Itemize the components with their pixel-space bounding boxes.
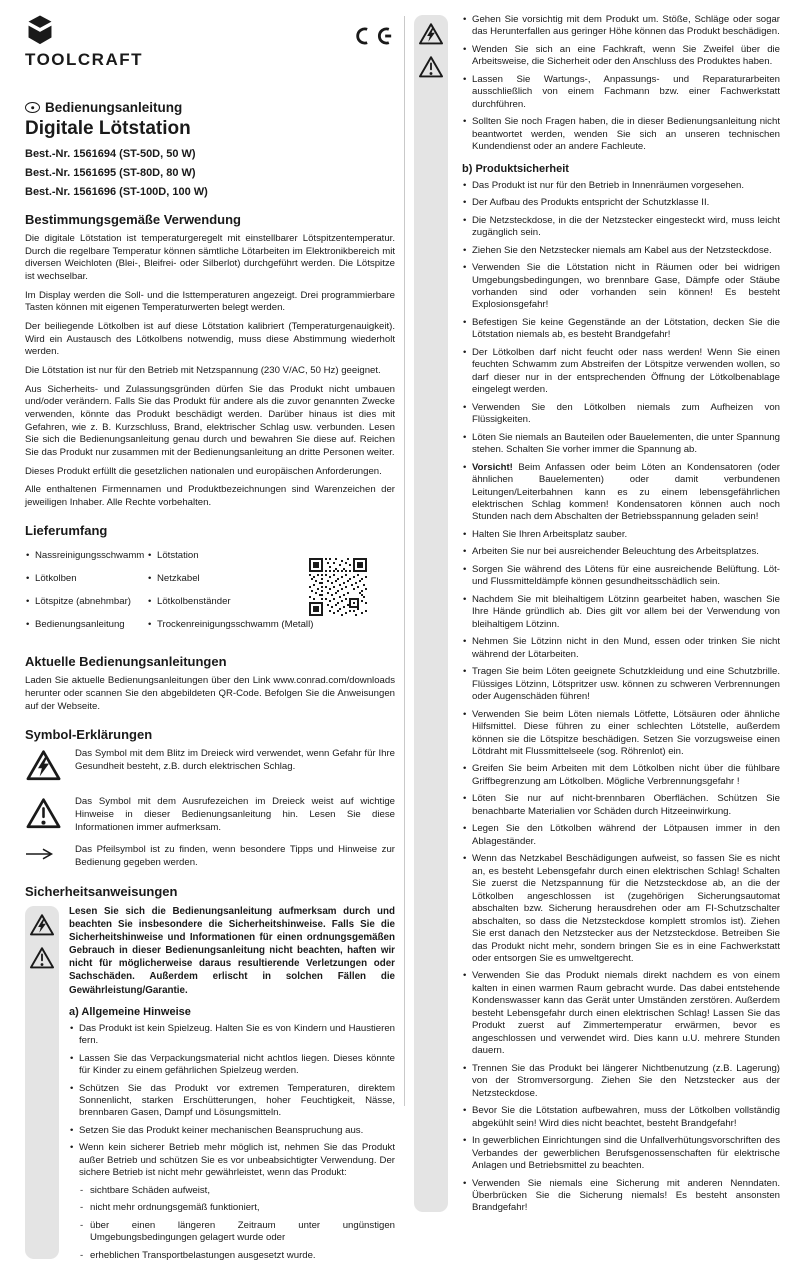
- section-heading-symbols: Symbol-Erklärungen: [25, 727, 153, 743]
- general-bullet-list-continued: [462, 14, 780, 154]
- exclamation-triangle-icon: [418, 55, 444, 79]
- safety-bullet: • Der Lötkolben darf nicht feucht oder nass werden! Wenn Sie einen feuchten Schwamm zum Abstreifen der Lötspitze verwenden wollen, so darf dieser nur in der entsprechenden Öffnung der Lötkolbenablage eingelegt werden.: [462, 347, 780, 397]
- delivery-contents: [25, 544, 395, 640]
- section-heading-intended-use: Bestimmungsgemäße Verwendung: [25, 212, 241, 227]
- delivery-item: • Lötstation: [147, 544, 313, 567]
- paragraph: Aus Sicherheits- und Zulassungsgründen dürfen Sie das Produkt nicht umbauen und/oder verändern. Falls Sie das Produkt für andere als die zuvor genannten Zwecke verwenden, könnte das Produkt beschädigt werden. Darüber hinaus ist dies mit Gefahren, wie z. B. Kurzschluss, Brand, elektrischer Schlag usw. verbunden. Lesen Sie sich die Bedienungsanleitung genau durch und bewahren Sie diese auf. Reichen Sie das Produkt nur zusammen mit der Bedienungsanleitung an dritte Personen weiter.: [25, 383, 395, 458]
- safety-bullet: • Verwenden Sie beim Löten niemals Lötfette, Lötsäuren oder ähnliche Hilfsmittel. Diese führen zu einer schlechten Lötstelle, außerdem können sie die Lötspitze beschädigen. Setzen Sie vorzugsweise einen Lötdraht mit Flussmittelseele (sog. Röhrenlot) ein.: [462, 709, 780, 759]
- delivery-item: • Lötkolbenständer: [147, 590, 313, 613]
- delivery-column-2: [147, 544, 313, 636]
- eye-icon: [25, 102, 40, 113]
- warning-icons-panel: [25, 906, 59, 1259]
- safety-bullet: • Halten Sie Ihren Arbeitsplatz sauber.: [462, 529, 780, 541]
- delivery-item: • Nassreinigungsschwamm: [25, 544, 144, 567]
- safety-bullet: • Wenden Sie sich an eine Fachkraft, wenn Sie Zweifel über die Arbeitsweise, die Sicherheit oder den Anschluss des Produktes haben.: [462, 44, 780, 69]
- safety-condition: - sichtbare Schäden aufweist,: [69, 1185, 395, 1197]
- brand-name: TOOLCRAFT: [25, 50, 144, 69]
- safety-bullet: • Vorsicht! Beim Anfassen oder beim Löten an Kondensatoren (oder ähnlichen Bauelementen) oder damit verbundenen Leitungen/Leiterbahnen kann es zu einem lebensgefährlichen elektrischen Schlag kommen! Kondensatoren können auch noch Stunden nach dem Abschalten der Betriebsspannung geladen sein!: [462, 462, 780, 524]
- general-condition-list: [69, 1185, 395, 1262]
- safety-bullet: • Verwenden Sie die Lötstation nicht in Räumen oder bei widrigen Umgebungsbedingungen, wo brennbare Gase, Dämpfe oder Stäube vorhanden sind oder vorhanden sein können! Es besteht Explosionsgefahr!: [462, 262, 780, 312]
- safety-condition: - erheblichen Transportbelastungen ausgesetzt wurde.: [69, 1250, 395, 1262]
- order-number: Best.-Nr. 1561696 (ST-100D, 100 W): [25, 186, 208, 198]
- page-title: Digitale Lötstation: [25, 118, 191, 139]
- safety-bullet: • Das Produkt ist nur für den Betrieb in Innenräumen vorgesehen.: [462, 180, 780, 192]
- safety-bullet: • Tragen Sie beim Löten geeignete Schutzkleidung und eine Schutzbrille. Flüssiges Lötzinn, Lötspritzer usw. können zu schweren Verbrennungen oder Augenschäden führen!: [462, 666, 780, 703]
- brand-block: [25, 14, 395, 86]
- symbol-row-lightning: [25, 748, 395, 787]
- manuals-text: Laden Sie aktuelle Bedienungsanleitungen über den Link www.conrad.com/downloads herunter oder scannen Sie den abgebildeten QR-Code. Befolgen Sie die Anweisungen auf der Webseite.: [25, 675, 395, 712]
- safety-bullet: • Trennen Sie das Produkt bei längerer Nichtbenutzung (z.B. Lagerung) von der Stromversorgung. Ziehen Sie den Netzstecker aus der Netzsteckdose.: [462, 1063, 780, 1100]
- safety-bullet: • Das Produkt ist kein Spielzeug. Halten Sie es von Kindern und Haustieren fern.: [69, 1023, 395, 1048]
- safety-section: [25, 905, 395, 1262]
- left-column: [25, 14, 395, 1267]
- exclamation-triangle-icon: [25, 797, 62, 830]
- symbol-text: Das Symbol mit dem Ausrufezeichen im Dreieck weist auf wichtige Hinweise in dieser Bedienungsanleitung hin. Lesen Sie diese Informationen immer aufmerksam.: [75, 796, 395, 833]
- doc-type-label: [25, 100, 395, 115]
- lightning-triangle-icon: [418, 22, 444, 46]
- safety-section-continued: [414, 14, 780, 1215]
- safety-bullet: • Bevor Sie die Lötstation aufbewahren, muss der Lötkolben vollständig abgekühlt sein! Wird dies nicht beachtet, besteht Brandgefahr!: [462, 1105, 780, 1130]
- symbol-row-exclamation: [25, 796, 395, 835]
- safety-bullet: • Setzen Sie das Produkt keiner mechanischen Beanspruchung aus.: [69, 1125, 395, 1137]
- lightning-triangle-icon: [29, 913, 55, 937]
- delivery-item: • Lötspitze (abnehmbar): [25, 590, 144, 613]
- arrow-icon: [25, 848, 55, 860]
- safety-condition: - nicht mehr ordnungsgemäß funktioniert,: [69, 1202, 395, 1214]
- safety-bullet: • Wenn kein sicherer Betrieb mehr möglich ist, nehmen Sie das Produkt außer Betrieb und schützen Sie es vor unbeabsichtigter Verwendung. Der sichere Betrieb ist nicht mehr gewährleistet, wenn das Produkt:: [69, 1142, 395, 1179]
- order-number: Best.-Nr. 1561695 (ST-80D, 80 W): [25, 167, 196, 179]
- order-number: Best.-Nr. 1561694 (ST-50D, 50 W): [25, 148, 196, 160]
- safety-bullet: • Arbeiten Sie nur bei ausreichender Beleuchtung des Arbeitsplatzes.: [462, 546, 780, 558]
- paragraph: Dieses Produkt erfüllt die gesetzlichen nationalen und europäischen Anforderungen.: [25, 465, 382, 477]
- safety-bullet: • Nehmen Sie Lötzinn nicht in den Mund, essen oder trinken Sie nicht während der Lötarbeiten.: [462, 636, 780, 661]
- safety-bullet: • Löten Sie niemals an Bauteilen oder Bauelementen, die unter Spannung stehen. Schalten Sie vorher immer die Spannung ab.: [462, 432, 780, 457]
- symbol-row-arrow: [25, 844, 395, 869]
- safety-bullet: • Lassen Sie Wartungs-, Anpassungs- und Reparaturarbeiten ausschließlich von einem Fachmann bzw. einer Fachwerkstatt durchführen.: [462, 74, 780, 111]
- safety-bullet: • Nachdem Sie mit bleihaltigem Lötzinn gearbeitet haben, waschen Sie Ihre Hände gründlich ab. Dies gilt vor allem bei der Verwendung von bleihaltigem Lötzinn.: [462, 594, 780, 631]
- warning-icons-panel-right: [414, 15, 448, 1212]
- paragraph: Die Lötstation ist nur für den Betrieb mit Netzspannung (230 V/AC, 50 Hz) geeignet.: [25, 364, 381, 376]
- subheading-general: a) Allgemeine Hinweise: [69, 1005, 191, 1018]
- section-heading-manuals: Aktuelle Bedienungsanleitungen: [25, 654, 227, 670]
- safety-bullet: • Die Netzsteckdose, in die der Netzstecker eingesteckt wird, muss leicht zugänglich sein.: [462, 215, 780, 240]
- general-bullet-list: [69, 1023, 395, 1180]
- exclamation-triangle-icon: [29, 946, 55, 970]
- intended-use-paragraphs: [25, 233, 395, 509]
- column-divider: [404, 16, 405, 1106]
- safety-bullet: • Ziehen Sie den Netzstecker niemals am Kabel aus der Netzsteckdose.: [462, 245, 780, 257]
- section-heading-safety: Sicherheitsanweisungen: [25, 883, 178, 899]
- subheading-product-safety: b) Produktsicherheit: [462, 162, 569, 175]
- safety-bullet: • Gehen Sie vorsichtig mit dem Produkt um. Stöße, Schläge oder sogar das Herunterfallen aus geringer Höhe können das Produkt beschädigen.: [462, 14, 780, 39]
- safety-bullet: • Lassen Sie das Verpackungsmaterial nicht achtlos liegen. Dieses könnte für Kinder zu einem gefährlichen Spielzeug werden.: [69, 1053, 395, 1078]
- safety-bullet: • Löten Sie nur auf nicht-brennbaren Oberflächen. Schützen Sie benachbarte Materialien vor Schäden durch Hitzeeinwirkung.: [462, 793, 780, 818]
- ce-mark-icon: [353, 26, 393, 46]
- safety-bullet: • In gewerblichen Einrichtungen sind die Unfallverhütungsvorschriften des Verbandes der gewerblichen Berufsgenossenschaften für elektrische Anlagen und Betriebsmittel zu beachten.: [462, 1135, 780, 1172]
- safety-bullet: • Schützen Sie das Produkt vor extremen Temperaturen, direktem Sonnenlicht, starken Erschütterungen, hoher Feuchtigkeit, Nässe, brennbaren Gasen, Dampf und Lösungsmitteln.: [69, 1083, 395, 1120]
- paragraph: Alle enthaltenen Firmennamen und Produktbezeichnungen sind Warenzeichen der jeweiligen Inhaber. Alle Rechte vorbehalten.: [25, 484, 395, 508]
- order-number-list: [25, 148, 395, 198]
- safety-bullet: • Befestigen Sie keine Gegenstände an der Lötstation, decken Sie die Lötstation niemals ab, es besteht Brandgefahr!: [462, 317, 780, 342]
- symbol-text: Das Pfeilsymbol ist zu finden, wenn besondere Tipps und Hinweise zur Bedienung gegeben werden.: [75, 844, 395, 869]
- paragraph: Die digitale Lötstation ist temperaturgeregelt mit einstellbarer Lötspitzentemperatur. Durch die regelbare Temperatur können sämtliche Lötarbeiten im Elektronikbereich mit diversen Weichloten (Blei-, Bleifrei- oder Silberlot) durchgeführt werden. Die Lötspitze ist wechselbar.: [25, 233, 395, 282]
- safety-bullet: • Der Aufbau des Produkts entspricht der Schutzklasse II.: [462, 197, 780, 209]
- safety-bullet: • Legen Sie den Lötkolben während der Lötpausen immer in den Ablageständer.: [462, 823, 780, 848]
- safety-bullet: • Sollten Sie noch Fragen haben, die in dieser Bedienungsanleitung nicht beantwortet werden, wenden Sie sich an unseren technischen Kundendienst oder an andere Fachleute.: [462, 116, 780, 153]
- safety-bullet: • Verwenden Sie niemals eine Sicherung mit anderen Nenndaten. Überbrücken Sie die Sicherung niemals! Es besteht ansonsten Brandgefahr!: [462, 1178, 780, 1215]
- safety-intro: Lesen Sie sich die Bedienungsanleitung aufmerksam durch und beachten Sie insbesondere die Sicherheitshinweise. Falls Sie die Sicherheitshinweise und Informationen für einen ordnungsgemäßen Gebrauch in dieser Bedienungsanleitung nicht beachten, haften wir nicht für möglicherweise daraus resultierende Verletzungen oder Sachschäden. Außerdem erlischt in solchen Fällen die Gewährleistung/Garantie.: [69, 905, 395, 996]
- toolcraft-logo-icon: [25, 14, 55, 47]
- symbol-text: Das Symbol mit dem Blitz im Dreieck wird verwendet, wenn Gefahr für Ihre Gesundheit besteht, z.B. durch elektrischen Schlag.: [75, 748, 395, 773]
- delivery-column-1: [25, 544, 144, 636]
- safety-bullet: • Wenn das Netzkabel Beschädigungen aufweist, so fassen Sie es nicht an, es besteht Lebensgefahr durch einen elektrischen Schlag! Schalten Sie zuerst die Netzspannung für die Netzsteckdose ab, an die der Lötkolben angeschlossen ist (zugehörigen Sicherungsautomat abschalten bzw. Sicherung herausdrehen oder am FI-Schutzschalter abschalten, so dass die Netzsteckdose komplett stromlos ist). Ziehen Sie erst danach den Netzstecker aus der Netzsteckdose. Betreiben Sie das Produkt nicht mehr, sondern bringen Sie es in eine Fachwerkstatt oder entsorgen Sie es umweltgerecht.: [462, 853, 780, 965]
- lightning-triangle-icon: [25, 749, 62, 782]
- right-column: [414, 14, 780, 1220]
- safety-condition: - über einen längeren Zeitraum unter ungünstigen Umgebungsbedingungen gelagert wurde oder: [69, 1220, 395, 1245]
- safety-bullet: • Sorgen Sie während des Lötens für eine ausreichende Belüftung. Löt- und Flussmitteldämpfe können gesundheitsschädlich sein.: [462, 564, 780, 589]
- paragraph: Im Display werden die Soll- und die Isttemperaturen angezeigt. Drei programmierbare Tasten können mit eigenen Temperaturwerten belegt werden.: [25, 289, 395, 314]
- delivery-item: • Bedienungsanleitung: [25, 613, 144, 636]
- delivery-item: • Netzkabel: [147, 567, 313, 590]
- safety-bullet: • Verwenden Sie den Lötkolben niemals zum Aufheizen von Flüssigkeiten.: [462, 402, 780, 427]
- paragraph: Der beiliegende Lötkolben ist auf diese Lötstation kalibriert (Temperaturgenauigkeit). Wird ein Austausch des Lötkolbens notwendig, muss diese Abstimmung wiederholt werden.: [25, 320, 395, 358]
- safety-bullet: • Verwenden Sie das Produkt niemals direkt nachdem es von einem kalten in einen warmen Raum gebracht wurde. Das dabei entstehende Kondenswasser kann das Gerät unter Umständen zerstören. Außerdem besteht Lebensgefahr durch einen elektrischen Schlag! Lassen Sie das Produkt zuerst auf Zimmertemperatur erwärmen, bevor es angeschlossen und verwendet wird. Dies kann u.U. mehrere Stunden dauern.: [462, 970, 780, 1057]
- doc-type-text: Bedienungsanleitung: [45, 100, 183, 115]
- delivery-item: • Lötkolben: [25, 567, 144, 590]
- product-safety-bullet-list: [462, 180, 780, 1215]
- delivery-item: • Trockenreinigungsschwamm (Metall): [147, 613, 313, 636]
- section-heading-delivery: Lieferumfang: [25, 523, 108, 539]
- safety-bullet: • Greifen Sie beim Arbeiten mit dem Lötkolben nicht über die fühlbare Griffbegrenzung am Lötkolben. Mögliche Verbrennungsgefahr !: [462, 763, 780, 788]
- qr-code: [309, 558, 367, 616]
